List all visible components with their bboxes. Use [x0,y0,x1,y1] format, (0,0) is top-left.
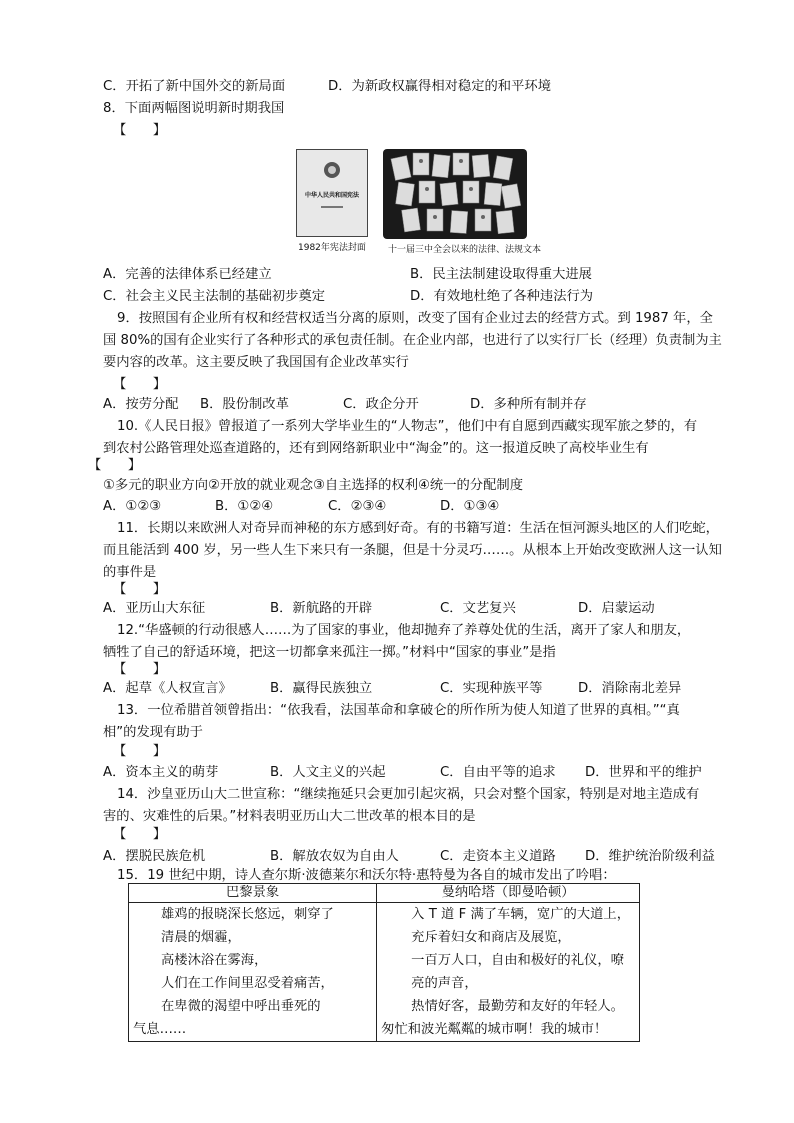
q8-stem: 8．下面两幅图说明新时期我国 [103,101,285,116]
paris-poem-line: 雄鸡的报晓深长悠远，刺穿了 [161,907,334,922]
q15-stem: 15．19 世纪中期，诗人查尔斯·波德莱尔和沃尔特·惠特曼为各自的城市发出了吟唱： [117,868,616,883]
law-texts-image [383,149,527,239]
right-table-header: 曼纳哈塔（即曼哈顿） [377,884,640,903]
manhattan-poem-line: 热情好客，最勤劳和友好的年轻人。 [411,999,624,1014]
q10-line-2: 到农村公路管理处巡查道路的，还有到网络新职业中“淘金”的。这一报道反映了高校毕业生有 [103,441,649,456]
q9-option-a: A．按劳分配 [103,397,179,412]
q10-option-b: B．①②④ [215,499,274,514]
q13-line-1: 13．一位希腊首领曾指出：“依我看，法国革命和拿破仑的所作所为使人知道了世界的真相。”“真 [117,703,680,718]
q11-line-3: 的事件是 [103,565,157,580]
q11-option-c: C．文艺复兴 [440,601,516,616]
q7-option-d: D．为新政权赢得相对稳定的和平环境 [328,79,551,94]
q10-option-c: C．②③④ [328,499,387,514]
paris-poem-line: 气息…… [133,1022,187,1037]
q12-line-2: 牺牲了自己的舒适环境，把这一切都拿来孤注一掷。”材料中“国家的事业”是指 [103,645,556,660]
poem-comparison-table [128,883,640,1042]
q9-line-3: 要内容的改革。这主要反映了我国国有企业改革实行 [103,355,409,370]
q10-line-1: 10.《人民日报》曾报道了一系列大学毕业生的“人物志”，他们中有自愿到西藏实现军旅之梦的，有 [117,419,698,434]
q11-line-2: 而且能活到 400 岁，另一些人生下来只有一条腿，但是十分灵巧……。从根本上开始改变欧洲人这一认知 [103,543,722,558]
manhattan-poem-line: 入 T 道 F 满了车辆，宽广的大道上， [411,907,631,922]
q13-option-a: A．资本主义的萌芽 [103,765,219,780]
q11-option-b: B．新航路的开辟 [270,601,373,616]
law-books-collage [383,149,527,239]
q14-option-c: C．走资本主义道路 [440,849,556,864]
q10-choices: ①多元的职业方向②开放的就业观念③自主选择的权利④统一的分配制度 [103,478,523,493]
left-table-header: 巴黎景象 [129,884,377,903]
q9-line-2: 国 80%的国有企业实行了各种形式的承包责任制。在企业内部，也进行了以实行厂长（经理）负责制为主 [103,333,722,348]
q14-answer-bracket: 【 】 [113,827,167,842]
q9-answer-bracket: 【 】 [113,377,167,392]
paris-poem-line: 人们在工作间里忍受着痛苦， [161,976,334,991]
manhattan-poem-line: 匆忙和波光粼粼的城市啊！我的城市！ [381,1022,608,1037]
q8-option-c: C．社会主义民主法制的基础初步奠定 [103,289,326,304]
figure1-caption: 1982年宪法封面 [298,243,366,253]
q13-option-d: D．世界和平的维护 [585,765,702,780]
cover-divider [321,206,343,208]
q12-option-a: A．起草《人权宣言》 [103,681,232,696]
paris-poem-line: 清晨的烟霾， [161,930,241,945]
paris-poem-cell [129,903,377,1042]
q14-option-b: B．解放农奴为自由人 [270,849,399,864]
q8-answer-bracket: 【 】 [113,123,167,138]
q9-line-1: 9．按照国有企业所有权和经营权适当分离的原则，改变了国有企业过去的经营方式。到 1987 年，全 [117,311,713,326]
q12-answer-bracket: 【 】 [113,662,167,677]
q7-option-c: C．开拓了新中国外交的新局面 [103,79,286,94]
q12-option-c: C．实现种族平等 [440,681,543,696]
q10-option-a: A．①②③ [103,499,162,514]
manhattan-poem-line: 亮的声音， [411,976,478,991]
q13-answer-bracket: 【 】 [113,744,167,759]
q14-line-2: 害的、灾难性的后果。”材料表明亚历山大二世改革的根本目的是 [103,809,476,824]
paris-poem-line: 高楼沐浴在雾海， [161,953,268,968]
q13-line-2: 相”的发现有助于 [103,725,203,740]
q9-option-d: D．多种所有制并存 [470,397,587,412]
q14-option-a: A．摆脱民族危机 [103,849,206,864]
constitution-cover-image [296,149,368,237]
q12-option-d: D．消除南北差异 [578,681,682,696]
q10-answer-bracket: 【 】 [88,458,142,473]
q12-line-1: 12.“华盛顿的行动很感人……为了国家的事业，他却抛弃了养尊处优的生活，离开了家人和朋友， [117,623,691,638]
q11-option-a: A．亚历山大东征 [103,601,206,616]
q12-option-b: B．赢得民族独立 [270,681,373,696]
q9-option-c: C．政企分开 [343,397,419,412]
q14-line-1: 14．沙皇亚历山大二世宣称：“继续拖延只会更加引起灾祸，只会对整个国家，特别是对地主造成有 [117,787,700,802]
paris-poem-line: 在卑微的渴望中呼出垂死的 [161,999,321,1014]
q10-option-d: D．①③④ [440,499,500,514]
q11-line-1: 11．长期以来欧洲人对奇异而神秘的东方感到好奇。有的书籍写道：生活在恒河源头地区的人们吃蛇， [117,521,719,536]
q8-option-a: A．完善的法律体系已经建立 [103,267,272,282]
q8-option-b: B．民主法制建设取得重大进展 [410,267,592,282]
manhattan-poem-line: 充斥着妇女和商店及展览， [411,930,571,945]
constitution-cover-title: 中华人民共和国宪法 [304,192,359,199]
figure2-caption: 十一届三中全会以来的法律、法规文本 [388,245,542,255]
q11-answer-bracket: 【 】 [113,582,167,597]
q13-option-b: B．人文主义的兴起 [270,765,386,780]
q11-option-d: D．启蒙运动 [578,601,655,616]
q13-option-c: C．自由平等的追求 [440,765,556,780]
q8-option-d: D．有效地杜绝了各种违法行为 [410,289,594,304]
manhattan-poem-line: 一百万人口，自由和极好的礼仪，嘹 [411,953,624,968]
q9-option-b: B．股份制改革 [200,397,289,412]
manhattan-poem-cell [377,903,640,1042]
q14-option-d: D．维护统治阶级利益 [585,849,715,864]
